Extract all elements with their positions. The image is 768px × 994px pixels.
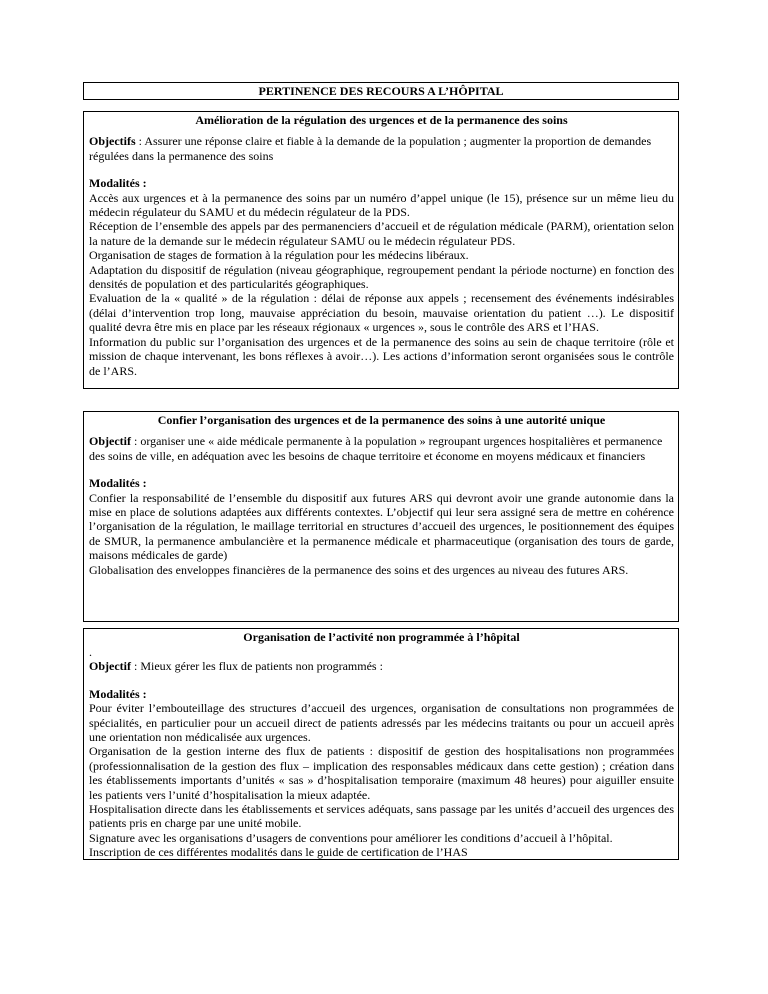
modalite-paragraph: Organisation de la gestion interne des flux de patients : dispositif de gestion des hospitalisations non programmées (professionnalisation de la gestion des flux – implication des responsables médicaux dans cette gestion) ; création dans les établissements importants d’unités « sas » d’hospitalisation temporaire (maximum 48 heures) pour aiguiller ensuite les patients vers l’unité d’hospitalisation la mieux adaptée.	[89, 744, 674, 802]
section-autorite-unique	[83, 411, 679, 622]
modalite-paragraph: Accès aux urgences et à la permanence des soins par un numéro d’appel unique (le 15), présence sur un même lieu du médecin régulateur du SAMU et du médecin régulateur de la PDS.	[89, 190, 674, 220]
stray-dot: .	[89, 645, 92, 660]
objective-label: Objectifs	[89, 134, 136, 149]
objective-paragraph	[89, 659, 674, 673]
objective-label: Objectif	[89, 659, 131, 674]
objective-text: : Assurer une réponse claire et fiable à la demande de la population ; augmenter la proportion de demandes régulées dans la permanence des soins	[89, 134, 652, 163]
modalite-paragraph: Organisation de stages de formation à la régulation pour les médecins libéraux.	[89, 248, 469, 263]
section-regulation	[83, 111, 679, 389]
objective-paragraph	[89, 134, 674, 163]
modalite-paragraph: Hospitalisation directe dans les établissements et services adéquats, sans passage par les unités d’accueil des urgences des patients pris en charge par une unité mobile.	[89, 802, 674, 831]
section-title: Confier l’organisation des urgences et de la permanence des soins à une autorité unique	[157, 413, 606, 427]
modalite-paragraph: Confier la responsabilité de l’ensemble du dispositif aux futures ARS qui devront avoir une grande autonomie dans la mise en place de solutions adaptées aux différents contextes. L’objectif qui leur sera assigné sera de mettre en cohérence l’organisation de la régulation, le maillage territorial en structures d’accueil des urgences, le positionnement des équipes de SMUR, la permanence ambulancière et la permanence médicale et pharmaceutique (organisation des tours de garde, maisons médicales de garde)	[89, 490, 674, 563]
modalite-paragraph: Globalisation des enveloppes financières de la permanence des soins et des urgences au niveau des futures ARS.	[89, 562, 629, 577]
section-title: Organisation de l’activité non programmée à l’hôpital	[243, 630, 520, 644]
modalite-paragraph: Information du public sur l’organisation des urgences et de la permanence des soins au sein de chaque territoire (rôle et mission de chaque intervenant, les bons réflexes à avoir…). Les actions d’information seront organisées sous le contrôle de l’ARS.	[89, 334, 674, 378]
modalites-label: Modalités :	[89, 476, 147, 491]
section-activite-non-programmee	[83, 628, 679, 860]
document-title-box	[83, 82, 679, 100]
modalite-paragraph: Pour éviter l’embouteillage des structures d’accueil des urgences, organisation de consultations non programmées de spécialités, en particulier pour un accueil direct de patients adressés par les médecins traitants ou pour un accueil après une orientation non médicalisée aux urgences.	[89, 701, 674, 745]
modalite-paragraph: Réception de l’ensemble des appels par des permanenciers d’accueil et de régulation médicale (PARM), orientation selon la nature de la demande sur le médecin régulateur SAMU ou le médecin régulateur PDS.	[89, 219, 674, 248]
modalite-paragraph: Evaluation de la « qualité » de la régulation : délai de réponse aux appels ; recensement des événements indésirables (délai d’intervention trop long, mauvaise appréciation du besoin, mauvaise orientation du patient …). Le dispositif qualité devra être mis en place par les réseaux régionaux « urgences », sous le contrôle des ARS et l’HAS.	[89, 291, 674, 335]
modalite-paragraph: Adaptation du dispositif de régulation (niveau géographique, regroupement pendant la période nocturne) en fonction des densités de population et des particularités géographiques.	[89, 262, 674, 292]
modalite-paragraph: Inscription de ces différentes modalités dans le guide de certification de l’HAS	[89, 845, 468, 860]
objective-label: Objectif	[89, 434, 131, 449]
section-title: Amélioration de la régulation des urgences et de la permanence des soins	[195, 113, 568, 127]
objective-text: : organiser une « aide médicale permanente à la population » regroupant urgences hospitalières et permanence des soins de ville, en adéquation avec les besoins de chaque territoire et économe en moyens médicaux et financiers	[89, 434, 663, 463]
objective-paragraph	[89, 434, 674, 463]
objective-text: : Mieux gérer les flux de patients non programmés :	[130, 659, 383, 674]
page-title: PERTINENCE DES RECOURS A L’HÔPITAL	[258, 84, 504, 98]
modalites-label: Modalités :	[89, 176, 147, 191]
modalites-label: Modalités :	[89, 686, 147, 701]
modalite-paragraph: Signature avec les organisations d’usagers de conventions pour améliorer les conditions d’accueil à l’hôpital.	[89, 830, 613, 845]
